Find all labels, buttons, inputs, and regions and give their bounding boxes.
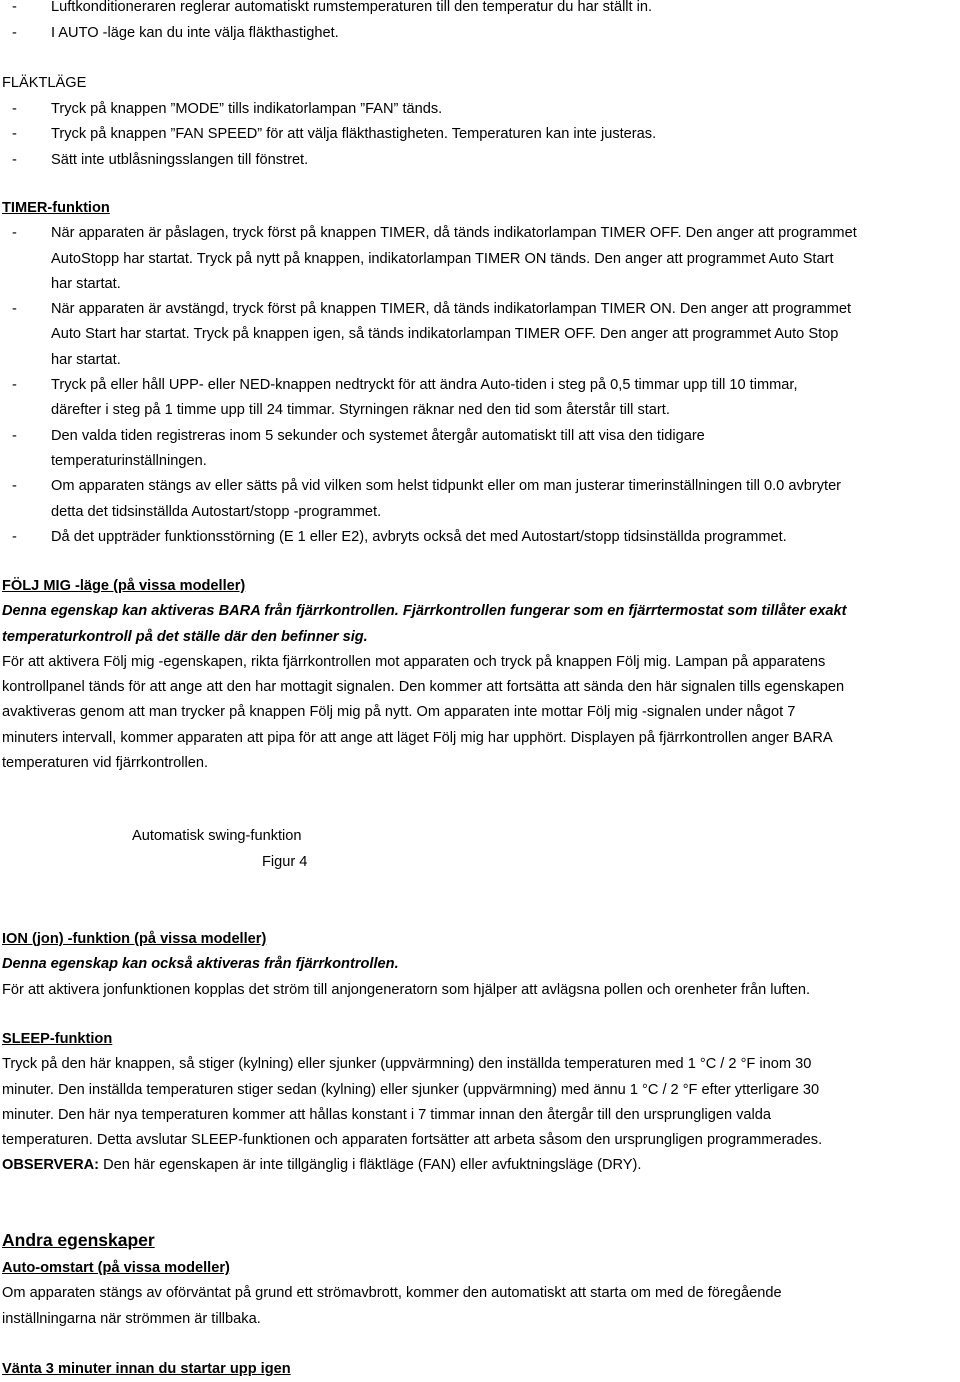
follow-me-note: Denna egenskap kan aktiveras BARA från fjärrkontrollen. Fjärrkontrollen fungerar som en fjärrtermostat som tillåter exakt — [2, 603, 847, 620]
list-item: - Tryck på knappen ”MODE” tills indikatorlampan ”FAN” tänds. — [2, 97, 952, 123]
list-item: - Tryck på eller håll UPP- eller NED-knappen nedtryckt för att ändra Auto-tiden i steg på 0,5 timmar upp till 10 timmar, därefter i steg på 1 timme upp till 24 timmar. Styrningen räknar ned den tid som återstår till start. — [2, 373, 960, 424]
ion-section — [2, 927, 960, 1003]
figure-label: Figur 4 — [262, 854, 308, 870]
list-item: - När apparaten är avstängd, tryck först på knappen TIMER, då tänds indikatorlampan TIMER ON. Den anger att programmet Auto Start har startat. Tryck på knappen igen, så tänds indikatorlampan TIMER OFF. Den anger att programmet Auto Stop har startat. — [2, 297, 960, 373]
sleep-section — [2, 1027, 960, 1179]
follow-me-note: temperaturkontroll på det ställe där den befinner sig. — [2, 628, 368, 645]
sleep-note — [2, 1153, 960, 1178]
list-item: - Luftkonditioneraren reglerar automatiskt rumstemperaturen till den temperatur du har ställt in. — [2, 0, 952, 21]
list-item: - Om apparaten stängs av eller sätts på vid vilken som helst tidpunkt eller om man justerar timerinställningen till 0.0 avbryter detta det tidsinställda Autostart/stopp -programmet. — [2, 474, 960, 525]
paragraph-line: För att aktivera jonfunktionen kopplas det ström till anjongeneratorn som hjälper att avlägsna pollen och orenheter från luften. — [2, 981, 810, 998]
wait-heading: Vänta 3 minuter innan du startar upp igen — [2, 1361, 291, 1377]
fan-mode-heading: FLÄKTLÄGE — [2, 75, 87, 91]
paragraph-line: Om apparaten stängs av oförväntat på grund ett strömavbrott, kommer den automatiskt att starta om med de föregående — [2, 1285, 782, 1302]
list-item: - Den valda tiden registreras inom 5 sekunder och systemet återgår automatiskt till att visa den tidigare temperaturinställningen. — [2, 424, 960, 475]
follow-me-section — [2, 574, 960, 776]
list-item: - När apparaten är påslagen, tryck först på knappen TIMER, då tänds indikatorlampan TIMER OFF. Den anger att programmet AutoStopp har startat. Tryck på nytt på knappen, indikatorlampan TIMER ON tänds. Den anger att programmet Auto Start har startat. — [2, 221, 960, 297]
paragraph-line: temperaturen vid fjärrkontrollen. — [2, 755, 209, 772]
paragraph-line: temperaturen. Detta avslutar SLEEP-funktionen och apparaten fortsätter att arbeta såsom den ursprungligen programmerades. — [2, 1132, 823, 1149]
follow-me-heading: FÖLJ MIG -läge (på vissa modeller) — [2, 578, 246, 594]
paragraph-line: kontrollpanel tänds för att ange att den har mottagit signalen. Den kommer att fortsätta att sända den här signalen tills egenskapen — [2, 679, 845, 696]
other-features-heading: Andra egenskaper — [2, 1230, 155, 1250]
auto-restart-heading: Auto-omstart (på vissa modeller) — [2, 1260, 230, 1276]
list-item: - Tryck på knappen ”FAN SPEED” för att välja fläkthastigheten. Temperaturen kan inte justeras. — [2, 122, 952, 148]
paragraph-line: minuter. Den inställda temperaturen stiger sedan (kylning) eller sjunker (uppvärmning) med ännu 1 °C / 2 °F efter ytterligare 30 — [2, 1081, 820, 1098]
timer-bullets — [2, 221, 960, 550]
fan-mode-section — [2, 71, 952, 173]
paragraph-line: Tryck på den här knappen, så stiger (kylning) eller sjunker (uppvärmning) den inställda temperaturen med 1 °C / 2 °F inom 30 — [2, 1056, 812, 1073]
paragraph-line: avaktiveras genom att man trycker på knappen Följ mig på nytt. Om apparaten inte mottar Följ mig -signalen under något 7 — [2, 704, 796, 721]
paragraph-line: minuter. Den här nya temperaturen kommer att hållas konstant i 7 timmar innan den återgår till den ursprungligen valda — [2, 1106, 772, 1123]
note-text: Den här egenskapen är inte tillgänglig i fläktläge (FAN) eller avfuktningsläge (DRY). — [99, 1157, 642, 1174]
figure-caption: Automatisk swing-funktion — [132, 828, 302, 844]
list-item: - Då det uppträder funktionsstörning (E 1 eller E2), avbryts också det med Autostart/stopp tidsinställda programmet. — [2, 525, 960, 550]
paragraph-line: minuters intervall, kommer apparaten att pipa för att ange att läget Följ mig har upphört. Displayen på fjärrkontrollen anger BARA — [2, 729, 833, 746]
ion-heading: ION (jon) -funktion (på vissa modeller) — [2, 931, 267, 947]
note-label: OBSERVERA: — [2, 1157, 100, 1174]
timer-heading: TIMER-funktion — [2, 200, 110, 216]
ion-note: Denna egenskap kan också aktiveras från fjärrkontrollen. — [2, 956, 399, 973]
paragraph-line: För att aktivera Följ mig -egenskapen, rikta fjärrkontrollen mot apparaten och tryck på knappen Följ mig. Lampan på apparatens — [2, 653, 826, 670]
list-item: - Sätt inte utblåsningsslangen till fönstret. — [2, 148, 952, 174]
paragraph-line: inställningarna när strömmen är tillbaka. — [2, 1310, 261, 1327]
timer-section — [2, 196, 960, 550]
sleep-heading: SLEEP-funktion — [2, 1031, 113, 1047]
auto-restart-section — [2, 1256, 960, 1332]
list-item: - I AUTO -läge kan du inte välja fläkthastighet. — [2, 21, 952, 47]
auto-mode-bullets — [2, 0, 952, 46]
